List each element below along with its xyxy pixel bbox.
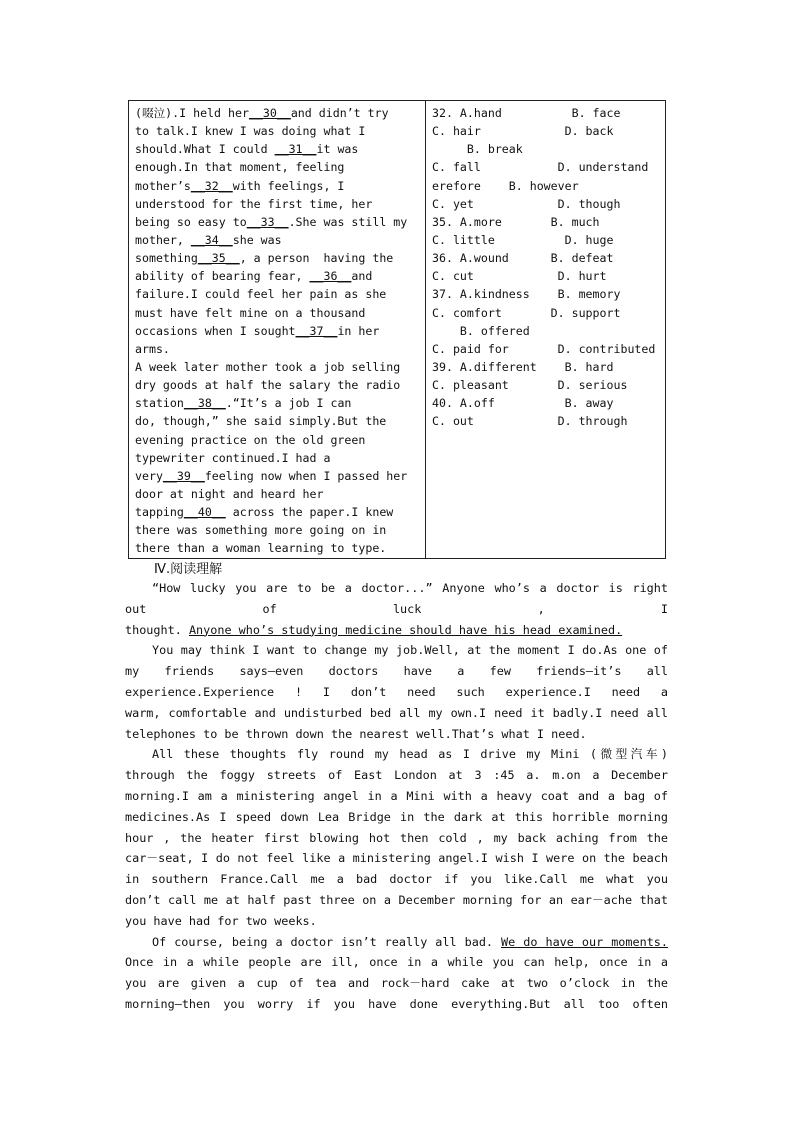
reading-text: my friends says—even doctors have a few friends—it’s all [125,664,668,679]
cloze-text: .She was still my [288,214,408,229]
cloze-passage-line [135,285,421,303]
cloze-passage-line [135,267,421,285]
cloze-text: being so easy to [135,214,247,229]
cloze-passage-line [135,304,421,322]
cloze-option-line: C. hair D. back [432,124,614,139]
cloze-option-line: C. paid for D. contributed [432,341,656,356]
cloze-text: .“It’s a job I can [225,396,352,411]
cloze-text: should.What I could [135,142,275,157]
cloze-text: ability of bearing fear, [135,269,310,284]
cloze-text: there was something more going on in [135,523,387,538]
cloze-passage-line [135,104,421,122]
cloze-passage-line [135,358,421,376]
cloze-option-line: B. offered [432,323,530,338]
cloze-option-line: C. out D. through [432,414,628,429]
cloze-passage-line [135,195,421,213]
cloze-underlined: __31__ [274,142,317,157]
reading-text: out of luck , I [125,601,668,616]
cloze-underlined: __30__ [248,106,291,120]
cloze-passage-line [135,158,421,176]
cloze-text: in her [337,323,380,338]
cloze-text: and [351,269,373,284]
cloze-option-line: 39. A.different B. hard [432,359,614,374]
reading-text: Of course, being a doctor isn’t really all bad. [152,934,494,949]
cloze-text: with feelings, I [232,178,345,193]
cloze-passage-line [135,449,421,467]
reading-line [125,599,668,620]
cloze-passage-line [135,394,421,412]
reading-line [125,765,668,786]
cloze-underlined: __37__ [295,323,338,338]
cloze-option-line: 35. A.more B. much [432,214,600,229]
reading-text: warm, comfortable and undisturbed bed all my own.I need it badly.I need all [125,705,668,720]
cloze-text: enough.In that moment, feeling [135,160,345,175]
cloze-passage-line [135,503,421,521]
reading-line [125,828,668,849]
cloze-text: , a person having the [239,251,394,266]
reading-underlined: Anyone who’s studying medicine should have his head examined. [188,622,623,637]
reading-text: you have had for two weeks. [125,913,317,928]
reading-text: thought. [125,622,182,637]
cloze-passage-line [135,521,421,539]
reading-line [125,869,668,890]
reading-line [125,620,668,641]
cloze-underlined: __33__ [246,214,289,229]
cloze-text: failure.I could feel her pain as she [135,287,387,302]
reading-text: You may think I want to change my job.Well, at the moment I do.As one of [152,643,668,658]
cloze-underlined: __34__ [190,232,233,247]
cloze-passage-line [135,322,421,340]
cloze-passage-line [135,140,421,158]
cloze-option-line: C. pleasant D. serious [432,378,628,393]
cloze-underlined: __39__ [162,468,205,483]
cloze-option-line: C. comfort D. support [432,305,621,320]
reading-text: hour , the heater first blowing hot then cold , my back aching from the [125,830,668,845]
reading-text: experience.Experience ! I don’t need such experience.I need a [125,684,668,699]
reading-line [125,973,668,994]
reading-line [125,744,668,765]
cloze-underlined: __40__ [183,505,226,520]
cloze-option-line: 37. A.kindness B. memory [432,287,621,302]
cloze-option-line: erefore B. however [432,178,579,193]
reading-text: telephones to be thrown down the nearest well.That’s what I need. [125,726,587,741]
reading-underlined: We do have our moments. [501,934,668,949]
reading-passage [125,578,668,1015]
cloze-passage-line [135,177,421,195]
cloze-text: across the paper.I knew [225,505,394,520]
reading-line [125,994,668,1015]
reading-text: medicines.As I speed down Lea Bridge in the dark at this horrible morning [125,809,668,824]
cloze-text: arms. [135,341,170,356]
reading-line [125,640,668,661]
cloze-option-line: 32. A.hand B. face [432,106,621,120]
cloze-option-line: C. yet D. though [432,196,621,211]
reading-text: in southern France.Call me a bad doctor if you like.Call me what you [125,872,668,887]
cloze-text: to talk.I knew I was doing what I [135,124,366,139]
cloze-text: tapping [135,505,184,520]
reading-text: morning—then you worry if you have done everything.But all too often [125,996,668,1011]
reading-line [125,890,668,911]
section-title: Ⅳ.阅读理解 [154,562,223,577]
cloze-options-cell [426,101,666,559]
cloze-passage-cell [129,101,426,559]
reading-text: All these thoughts fly round my head as I drive my Mini (微型汽车) [152,747,668,762]
cloze-option-line: B. break [432,142,523,157]
reading-text: you are given a cup of tea and rock－hard cake at two o’clock in the [125,976,668,991]
reading-line [125,724,668,745]
cloze-text: understood for the first time, her [135,196,373,211]
cloze-underlined: __35__ [197,251,240,266]
cloze-text: mother, [135,232,191,247]
cloze-text: feeling now when I passed her [204,468,408,483]
reading-line [125,848,668,869]
cloze-text: evening practice on the old green [135,432,366,447]
reading-line [125,703,668,724]
reading-line [125,807,668,828]
cloze-option-line: C. cut D. hurt [432,269,607,284]
cloze-passage-line [135,249,421,267]
reading-line [125,952,668,973]
cloze-option-line: C. fall D. understand [432,160,649,175]
cloze-passage-line [135,485,421,503]
cloze-text: it was [316,142,359,157]
cloze-text: must have felt mine on a thousand [135,305,366,320]
reading-line [125,578,668,599]
cloze-text: (啜泣).I held her [135,106,249,120]
reading-text: through the foggy streets of East London at 3 :45 a. m.on a December [125,768,668,783]
cloze-option-line: 40. A.off B. away [432,396,614,411]
cloze-underlined: __32__ [190,178,233,193]
reading-line [125,682,668,703]
cloze-text: something [135,251,198,266]
cloze-passage-line [135,467,421,485]
cloze-text: there than a woman learning to type. [135,541,387,556]
cloze-text: typewriter continued.I had a [135,450,331,465]
cloze-passage-line [135,376,421,394]
reading-line [125,661,668,682]
cloze-passage-line [135,539,421,557]
cloze-underlined: __38__ [183,396,226,411]
cloze-table [128,100,666,559]
cloze-passage-line [135,231,421,249]
cloze-passage-line [135,340,421,358]
cloze-text: occasions when I sought [135,323,296,338]
cloze-text: station [135,396,184,411]
cloze-text: A week later mother took a job selling [135,359,401,374]
cloze-passage-line [135,122,421,140]
cloze-option-line: C. little D. huge [432,232,614,247]
cloze-text: do, though,” she said simply.But the [135,414,387,429]
cloze-text: very [135,468,163,483]
cloze-text: dry goods at half the salary the radio [135,378,401,393]
reading-line [125,911,668,932]
reading-text: Once in a while people are ill, once in a while you can help, once in a [125,955,668,970]
cloze-text: and didn’t try [290,106,389,120]
reading-text: “How lucky you are to be a doctor...” Anyone who’s a doctor is right [152,581,668,595]
cloze-text: door at night and heard her [135,486,324,501]
reading-text: don’t call me at half past three on a December morning for an ear－ache that [125,892,668,907]
cloze-passage-line [135,431,421,449]
cloze-option-line: 36. A.wound B. defeat [432,251,614,266]
reading-line [125,786,668,807]
cloze-text: mother’s [135,178,191,193]
reading-line [125,932,668,953]
cloze-underlined: __36__ [309,269,352,284]
reading-text: morning.I am a ministering angel in a Mini with a heavy coat and a bag of [125,788,668,803]
reading-text: car－seat, I do not feel like a ministering angel.I wish I were on the beach [125,851,668,866]
cloze-passage-line [135,213,421,231]
cloze-passage-line [135,412,421,430]
cloze-text: she was [232,232,282,247]
